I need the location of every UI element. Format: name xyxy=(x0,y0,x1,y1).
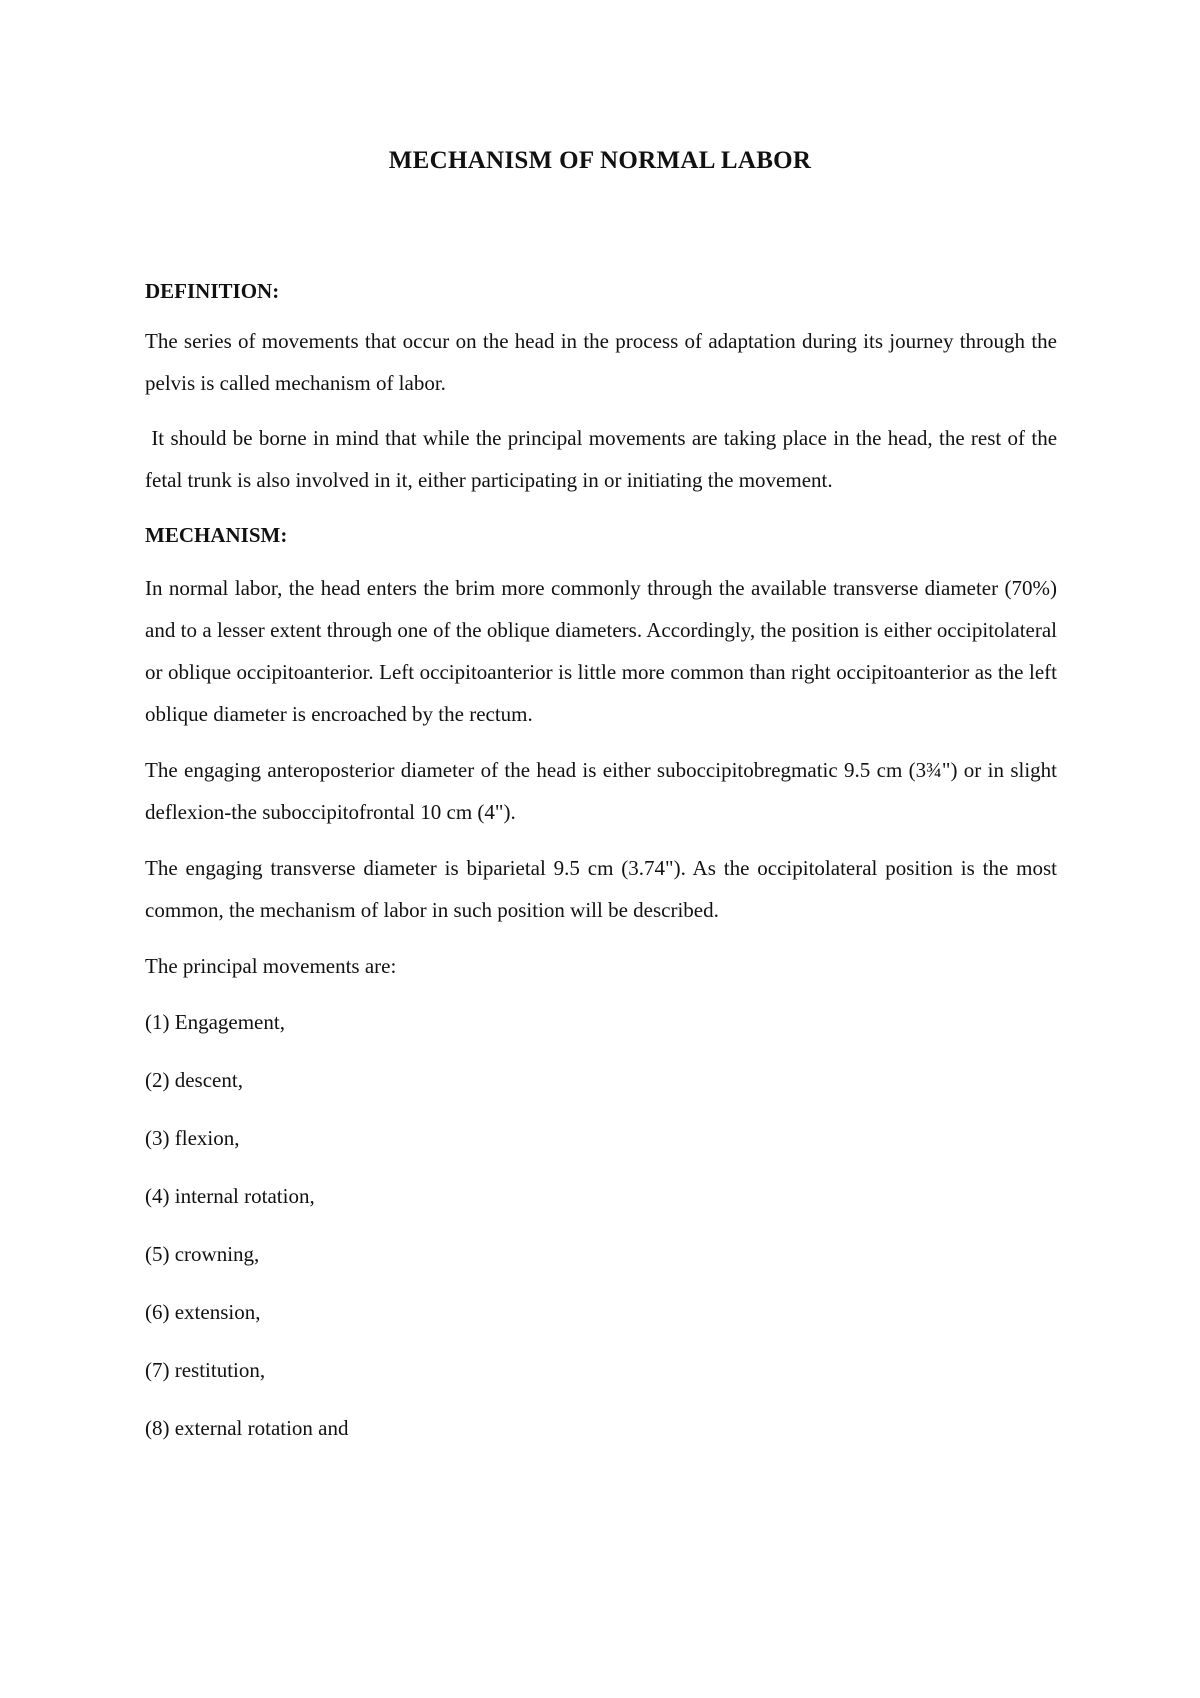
mechanism-heading: MECHANISM: xyxy=(145,523,288,547)
list-item: (6) extension, xyxy=(145,1300,261,1324)
movements-list xyxy=(145,1001,1057,1449)
list-item: (3) flexion, xyxy=(145,1126,240,1150)
document-body xyxy=(145,270,1063,1465)
list-item: (7) restitution, xyxy=(145,1358,266,1382)
movements-intro: The principal movements are: xyxy=(145,954,397,978)
list-item: (8) external rotation and xyxy=(145,1416,349,1440)
mechanism-paragraph-2: The engaging anteroposterior diameter of the head is either suboccipitobregmatic 9.5 cm (3¾") or in slight deflexion-the suboccipitofrontal 10 cm (4"). xyxy=(145,758,1057,824)
mechanism-paragraph-3: The engaging transverse diameter is biparietal 9.5 cm (3.74"). As the occipitolateral position is the most common, the mechanism of labor in such position will be described. xyxy=(145,856,1057,922)
document-title: MECHANISM OF NORMAL LABOR xyxy=(388,147,812,174)
mechanism-paragraph-1: In normal labor, the head enters the brim more commonly through the available transverse diameter (70%) and to a lesser extent through one of the oblique diameters. Accordingly, the position is either occipitolateral or oblique occipitoanterior. Left occipitoanterior is little more common than right occipitoanterior as the left oblique diameter is encroached by the rectum. xyxy=(145,576,1057,726)
definition-heading: DEFINITION: xyxy=(145,279,280,303)
list-item: (4) internal rotation, xyxy=(145,1184,315,1208)
definition-paragraph-1: The series of movements that occur on the head in the process of adaptation during its journey through the pelvis is called mechanism of labor. xyxy=(145,329,1057,395)
list-item: (5) crowning, xyxy=(145,1242,260,1266)
list-item: (1) Engagement, xyxy=(145,1010,285,1034)
list-item: (2) descent, xyxy=(145,1068,243,1092)
definition-paragraph-2: It should be borne in mind that while the principal movements are taking place in the head, the rest of the fetal trunk is also involved in it, either participating in or initiating the movement. xyxy=(145,426,1063,492)
